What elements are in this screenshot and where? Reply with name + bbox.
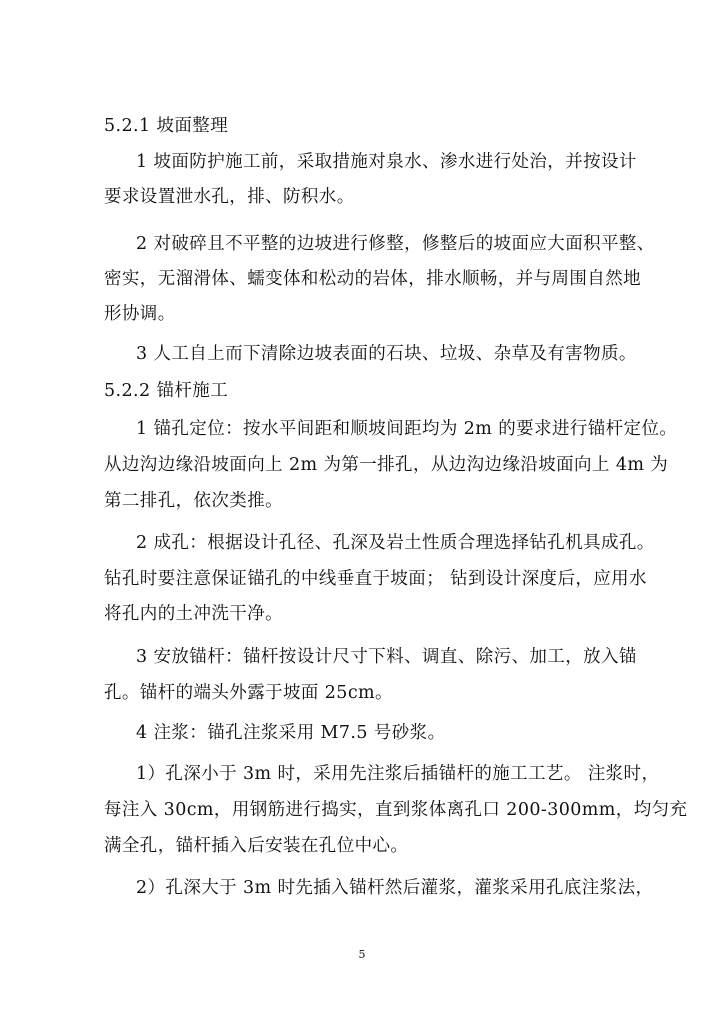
section-heading-5-2-1: 5.2.1 坡面整理: [104, 116, 229, 136]
paragraph-line: 1 坡面防护施工前，采取措施对泉水、渗水进行处治，并按设计: [136, 152, 637, 172]
paragraph-line: 孔。锚杆的端头外露于坡面 25cm。: [104, 683, 393, 703]
paragraph-line: 2 成孔：根据设计孔径、孔深及岩土性质合理选择钻孔机具成孔。: [136, 533, 655, 553]
page-number: 5: [358, 948, 366, 961]
paragraph-line: 4 注浆：锚孔注浆采用 M7.5 号砂浆。: [136, 723, 446, 743]
paragraph-line: 密实，无溜滑体、蠕变体和松动的岩体，排水顺畅，并与周围自然地: [104, 269, 641, 289]
paragraph-line: 钻孔时要注意保证锚孔的中线垂直于坡面； 钻到设计深度后，应用水: [104, 569, 647, 589]
paragraph-line: 2）孔深大于 3m 时先插入锚杆然后灌浆，灌浆采用孔底注浆法，: [136, 878, 654, 898]
paragraph-line: 满全孔，锚杆插入后安装在孔位中心。: [104, 836, 409, 856]
paragraph-line: 每注入 30cm，用钢筋进行捣实，直到浆体离孔口 200-300mm，均匀充: [104, 800, 688, 820]
paragraph-line: 要求设置泄水孔，排、防积水。: [104, 187, 355, 207]
paragraph-line: 2 对破碎且不平整的边坡进行修整，修整后的坡面应大面积平整、: [136, 234, 655, 254]
paragraph-line: 3 安放锚杆：锚杆按设计尺寸下料、调直、除污、加工，放入锚: [136, 647, 637, 667]
section-heading-5-2-2: 5.2.2 锚杆施工: [104, 381, 229, 401]
paragraph-line: 1 锚孔定位：按水平间距和顺坡间距均为 2m 的要求进行锚杆定位。: [136, 419, 678, 439]
paragraph-line: 1）孔深小于 3m 时，采用先注浆后插锚杆的施工工艺。 注浆时，: [136, 764, 660, 784]
paragraph-line: 从边沟边缘沿坡面向上 2m 为第一排孔，从边沟边缘沿坡面向上 4m 为: [104, 455, 669, 475]
paragraph-line: 第二排孔，依次类推。: [104, 491, 283, 511]
paragraph-line: 形协调。: [104, 304, 176, 324]
paragraph-line: 3 人工自上而下清除边坡表面的石块、垃圾、杂草及有害物质。: [136, 344, 637, 364]
paragraph-line: 将孔内的土冲洗干净。: [104, 604, 283, 624]
